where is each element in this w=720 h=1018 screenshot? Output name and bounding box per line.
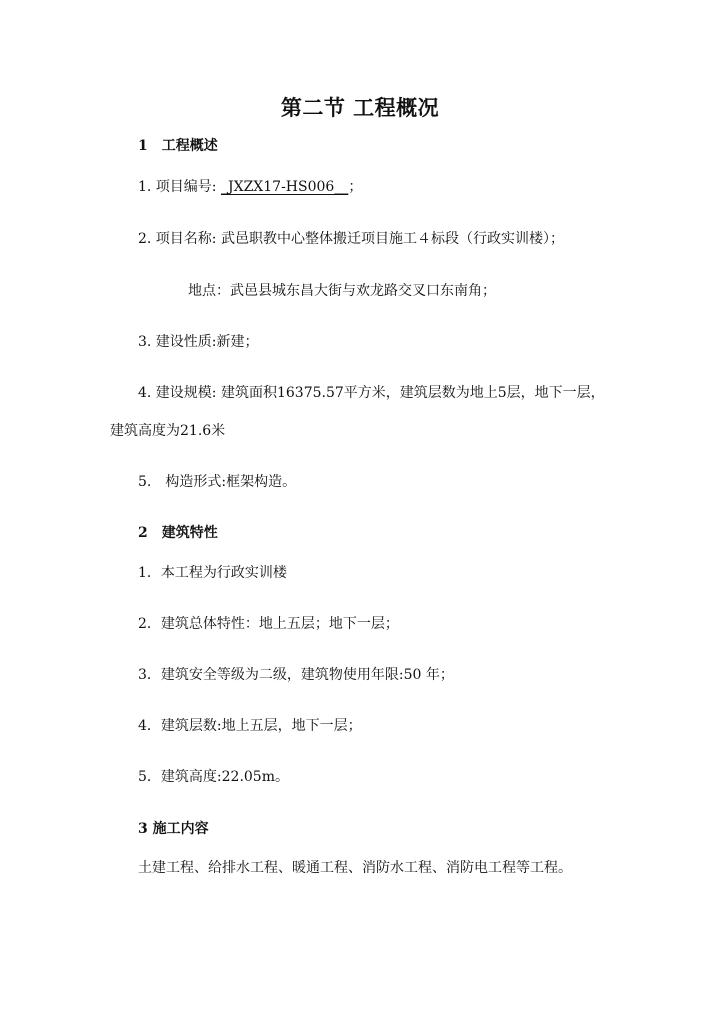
feature-item-4: 4．建筑层数:地上五层，地下一层； [138,718,362,734]
location-line: 地点：武邑县城东昌大街与欢龙路交叉口东南角； [188,283,496,299]
project-name-line: 2. 项目名称: 武邑职教中心整体搬迁项目施工４标段（行政实训楼）； [138,231,564,247]
construction-scale-line: 4. 建设规模: 建筑面积16375.57平方米，建筑层数为地上5层，地下一层， [138,385,605,401]
feature-item-5: 5．建筑高度:22.05m。 [138,769,289,785]
section-2-heading: 2 建筑特性 [138,525,218,541]
structure-form-line: 5. 构造形式:框架构造。 [138,474,297,490]
feature-item-3: 3．建筑安全等级为二级，建筑物使用年限:50 年； [138,667,454,683]
project-number-label: 1. 项目编号: [138,179,221,195]
project-number-value: _JXZX17-HS006__ [220,179,349,195]
section-3-heading: 3 施工内容 [138,821,209,837]
page-title: 第二节 工程概况 [280,95,440,120]
project-number-suffix: ； [348,179,363,195]
construction-content-text: 土建工程、给排水工程、暖通工程、消防水工程、消防电工程等工程。 [138,860,572,876]
project-number-line [138,177,362,197]
construction-scale-continuation: 建筑高度为21.6米 [110,423,226,439]
construction-nature-line: 3. 建设性质:新建； [138,334,259,350]
feature-item-2: 2．建筑总体特性：地上五层；地下一层； [138,616,399,632]
feature-item-1: 1．本工程为行政实训楼 [138,565,287,581]
section-1-heading: 1 工程概述 [138,138,218,154]
